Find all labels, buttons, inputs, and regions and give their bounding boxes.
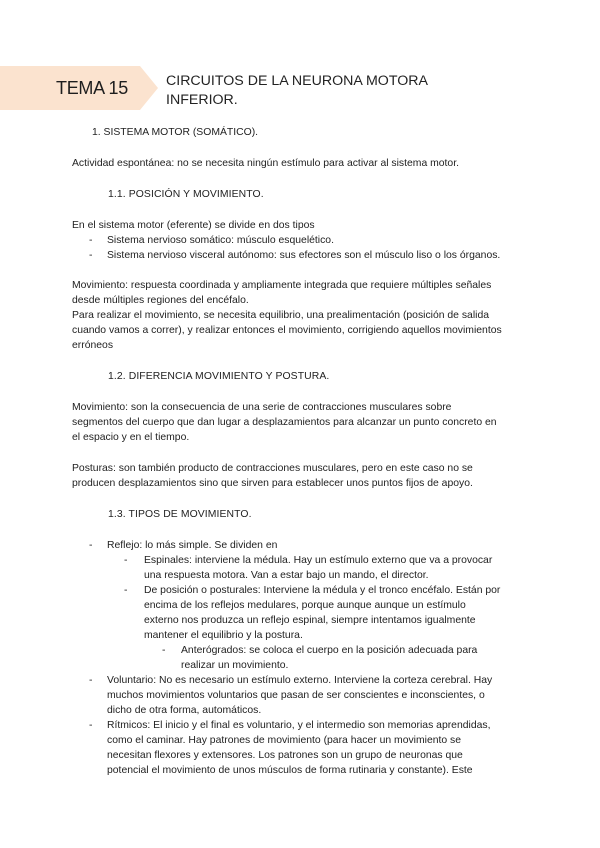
list-item-anterogrados: - Anterógrados: se coloca el cuerpo en la posición adecuada para realizar un movimiento. [144, 643, 502, 673]
document-body [72, 125, 502, 778]
reflejo-text: Reflejo: lo más simple. Se dividen en [107, 540, 278, 551]
section-1-1-lead: En el sistema motor (eferente) se divide en dos tipos [72, 220, 315, 231]
list-item: - Sistema nervioso somático: músculo esquelético. [72, 233, 502, 248]
posicion-sublist [144, 643, 502, 673]
section-1-1-heading: 1.1. POSICIÓN Y MOVIMIENTO. [108, 189, 264, 200]
nervous-system-list [72, 233, 502, 263]
list-item-voluntario: - Voluntario: No es necesario un estímulo externo. Interviene la corteza cerebral. Hay muchos movimientos voluntarios que pasan de ser conscientes e inconscientes, o dicho de otra forma, automáticos. [72, 673, 502, 718]
section-1-3-heading: 1.3. TIPOS DE MOVIMIENTO. [108, 509, 252, 520]
list-item-ritmicos: - Rítmicos: El inicio y el final es voluntario, y el intermedio son memorias aprendidas, como el caminar. Hay patrones de movimiento (para hacer un movimiento se necesitan flexores y extensores. Los patrones son un grupo de neuronas que potencial el movimiento de unos músculos de forma rutinaria y constante). Este [72, 718, 502, 778]
list-item-reflejo [72, 538, 502, 673]
page-title: CIRCUITOS DE LA NEURONA MOTORA INFERIOR. [166, 73, 428, 108]
movimiento-definition: Movimiento: respuesta coordinada y ampliamente integrada que requiere múltiples señales desde múltiples regiones del encéfalo. [72, 280, 492, 306]
tema-label: TEMA 15 [56, 78, 128, 98]
section-1-intro: Actividad espontánea: no se necesita ningún estímulo para activar al sistema motor. [72, 158, 459, 169]
movimiento-requirements: Para realizar el movimiento, se necesita equilibrio, una prealimentación (posición de salida cuando vamos a correr), y realizar entonces el movimiento, corrigiendo aquellos movimientos erróneos [72, 310, 502, 351]
posicion-text: De posición o posturales: Interviene la médula y el tronco encéfalo. Están por encima de los reflejos medulares, porque aunque aunque un estímulo externo nos produzca un reflejo espinal, siempre intentamos igualmente mantener el equilibrio y la postura. [144, 585, 501, 641]
reflejo-sublist [107, 553, 502, 673]
movimiento-paragraph: Movimiento: son la consecuencia de una serie de contracciones musculares sobre segmentos del cuerpo que dan lugar a desplazamientos para alcanzar un punto concreto en el espacio y en el tiempo. [72, 402, 497, 443]
posturas-paragraph: Posturas: son también producto de contracciones musculares, pero en este caso no se producen desplazamientos sino que sirven para establecer unos puntos fijos de apoyo. [72, 463, 473, 489]
movement-types-list [72, 538, 502, 778]
list-item-posicion [107, 583, 502, 673]
section-1-heading: 1. SISTEMA MOTOR (SOMÁTICO). [92, 127, 259, 138]
list-item: - Sistema nervioso visceral autónomo: sus efectores son el músculo liso o los órganos. [72, 248, 502, 263]
list-item-espinales: - Espinales: interviene la médula. Hay un estímulo externo que va a provocar una respuesta motora. Van a estar bajo un mando, el director. [107, 553, 502, 583]
section-1-2-heading: 1.2. DIFERENCIA MOVIMIENTO Y POSTURA. [108, 371, 330, 382]
